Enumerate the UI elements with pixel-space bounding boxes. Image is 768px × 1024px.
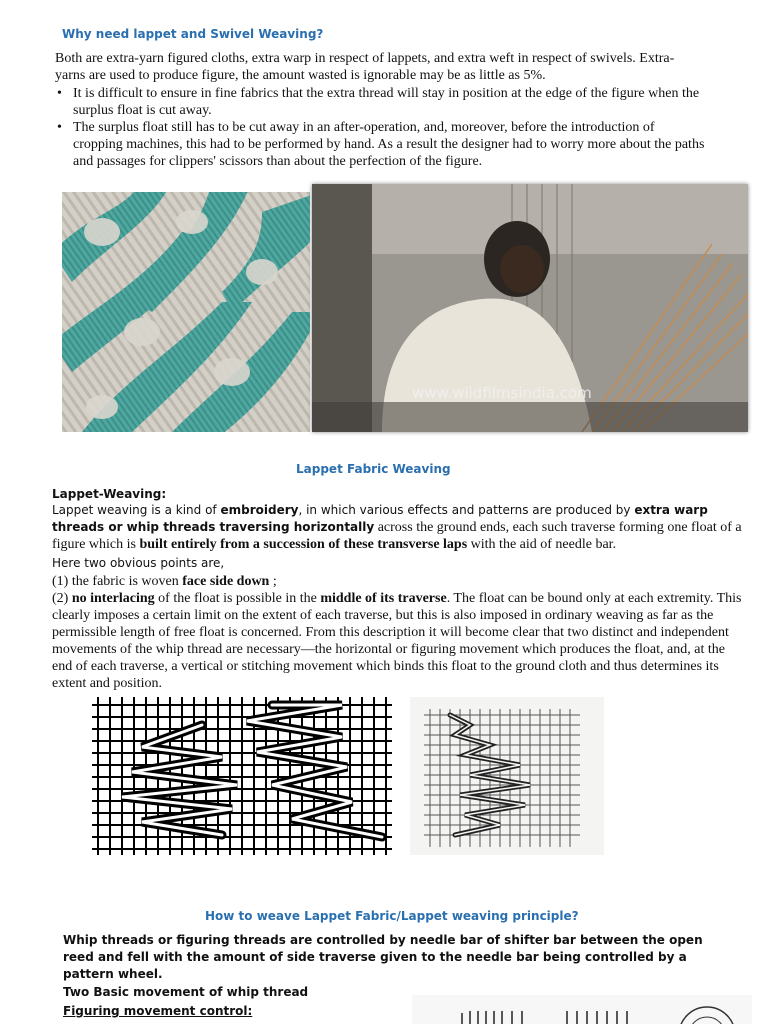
point-two <box>52 590 742 692</box>
point-emphasis: no interlacing <box>71 591 155 606</box>
reasons-list <box>55 85 705 170</box>
points-intro: Here two obvious points are, <box>52 556 225 570</box>
lappet-weave-diagram-large <box>92 697 392 855</box>
point-text: of the float is possible in the <box>154 591 321 606</box>
video-watermark: www.wildfilmsindia.com <box>412 384 592 402</box>
point-text: (2) <box>52 591 72 606</box>
definition-emphasis: extra warp threads or whip threads traversing horizontally <box>52 503 708 534</box>
section-title-lappet-fabric-weaving: Lappet Fabric Weaving <box>296 462 451 476</box>
definition-text: across the ground ends, each such traverse forming one float of a figure which is <box>52 520 742 552</box>
definition-text: Lappet weaving is a kind of <box>52 503 221 517</box>
point-text: ; <box>269 574 277 589</box>
fabric-pattern-graphic <box>62 192 310 432</box>
definition-emphasis: embroidery <box>220 503 299 517</box>
section-title-how-to-weave: How to weave Lappet Fabric/Lappet weaving principle? <box>205 909 579 923</box>
weave-grid-graphic <box>92 697 392 855</box>
point-one <box>52 573 742 590</box>
point-emphasis: middle of its traverse <box>320 591 447 606</box>
list-item: • The surplus float still has to be cut away in an after-operation, and, moreover, before the introduction of cropping machines, this had to be performed by hand. As a result the designer had to worry more about the paths and passages for clippers' scissors than about the perfection of the figure. <box>55 119 705 170</box>
lappet-fabric-photo <box>62 192 310 432</box>
needle-bar-diagram <box>412 995 752 1024</box>
list-item: • It is difficult to ensure in fine fabrics that the extra thread will stay in position at the edge of the figure when the surplus float is cut away. <box>55 85 705 119</box>
lappet-definition-paragraph <box>52 502 742 553</box>
definition-text: , in which various effects and patterns are produced by <box>298 503 635 517</box>
definition-text: with the aid of needle bar. <box>467 537 617 552</box>
figuring-control-heading: Figuring movement control: <box>63 1004 253 1018</box>
lappet-weave-diagram-small <box>410 697 604 855</box>
lappet-weaving-label: Lappet-Weaving: <box>52 487 167 501</box>
point-text: . The float can be bound only at each extremity. This clearly imposes a certain limit on the extent of each traverse, but this is also imposed in ordinary weaving as far as the permissible length of free float is concerned. From this description it will become clear that two distinct and independent movements of the whip thread are necessary—the horizontal or figuring movement which produces the float, and, at the end of each traverse, a vertical or stitching movement which binds this float to the ground cloth and thus determines its extent and position. <box>52 591 742 691</box>
point-emphasis: face side down <box>182 574 270 589</box>
basic-movement-heading: Two Basic movement of whip thread <box>63 985 309 999</box>
section-title-why-lappet: Why need lappet and Swivel Weaving? <box>62 27 324 41</box>
definition-emphasis: built entirely from a succession of these transverse laps <box>139 537 468 552</box>
needle-bar-graphic <box>412 995 752 1024</box>
weaver-video-still <box>312 184 748 432</box>
point-text: (1) the fabric is woven <box>52 574 183 589</box>
weave-grid-small-graphic <box>410 697 604 855</box>
intro-paragraph: Both are extra-yarn figured cloths, extra warp in respect of lappets, and extra weft in respect of swivels. Extra-yarns are used to produce figure, the amount wasted is ignorable may be as little as 5%. <box>55 51 675 83</box>
principle-paragraph: Whip threads or figuring threads are controlled by needle bar of shifter bar between the open reed and fell with the amount of side traverse given to the needle bar being controlled by a pattern wheel. <box>63 933 703 981</box>
